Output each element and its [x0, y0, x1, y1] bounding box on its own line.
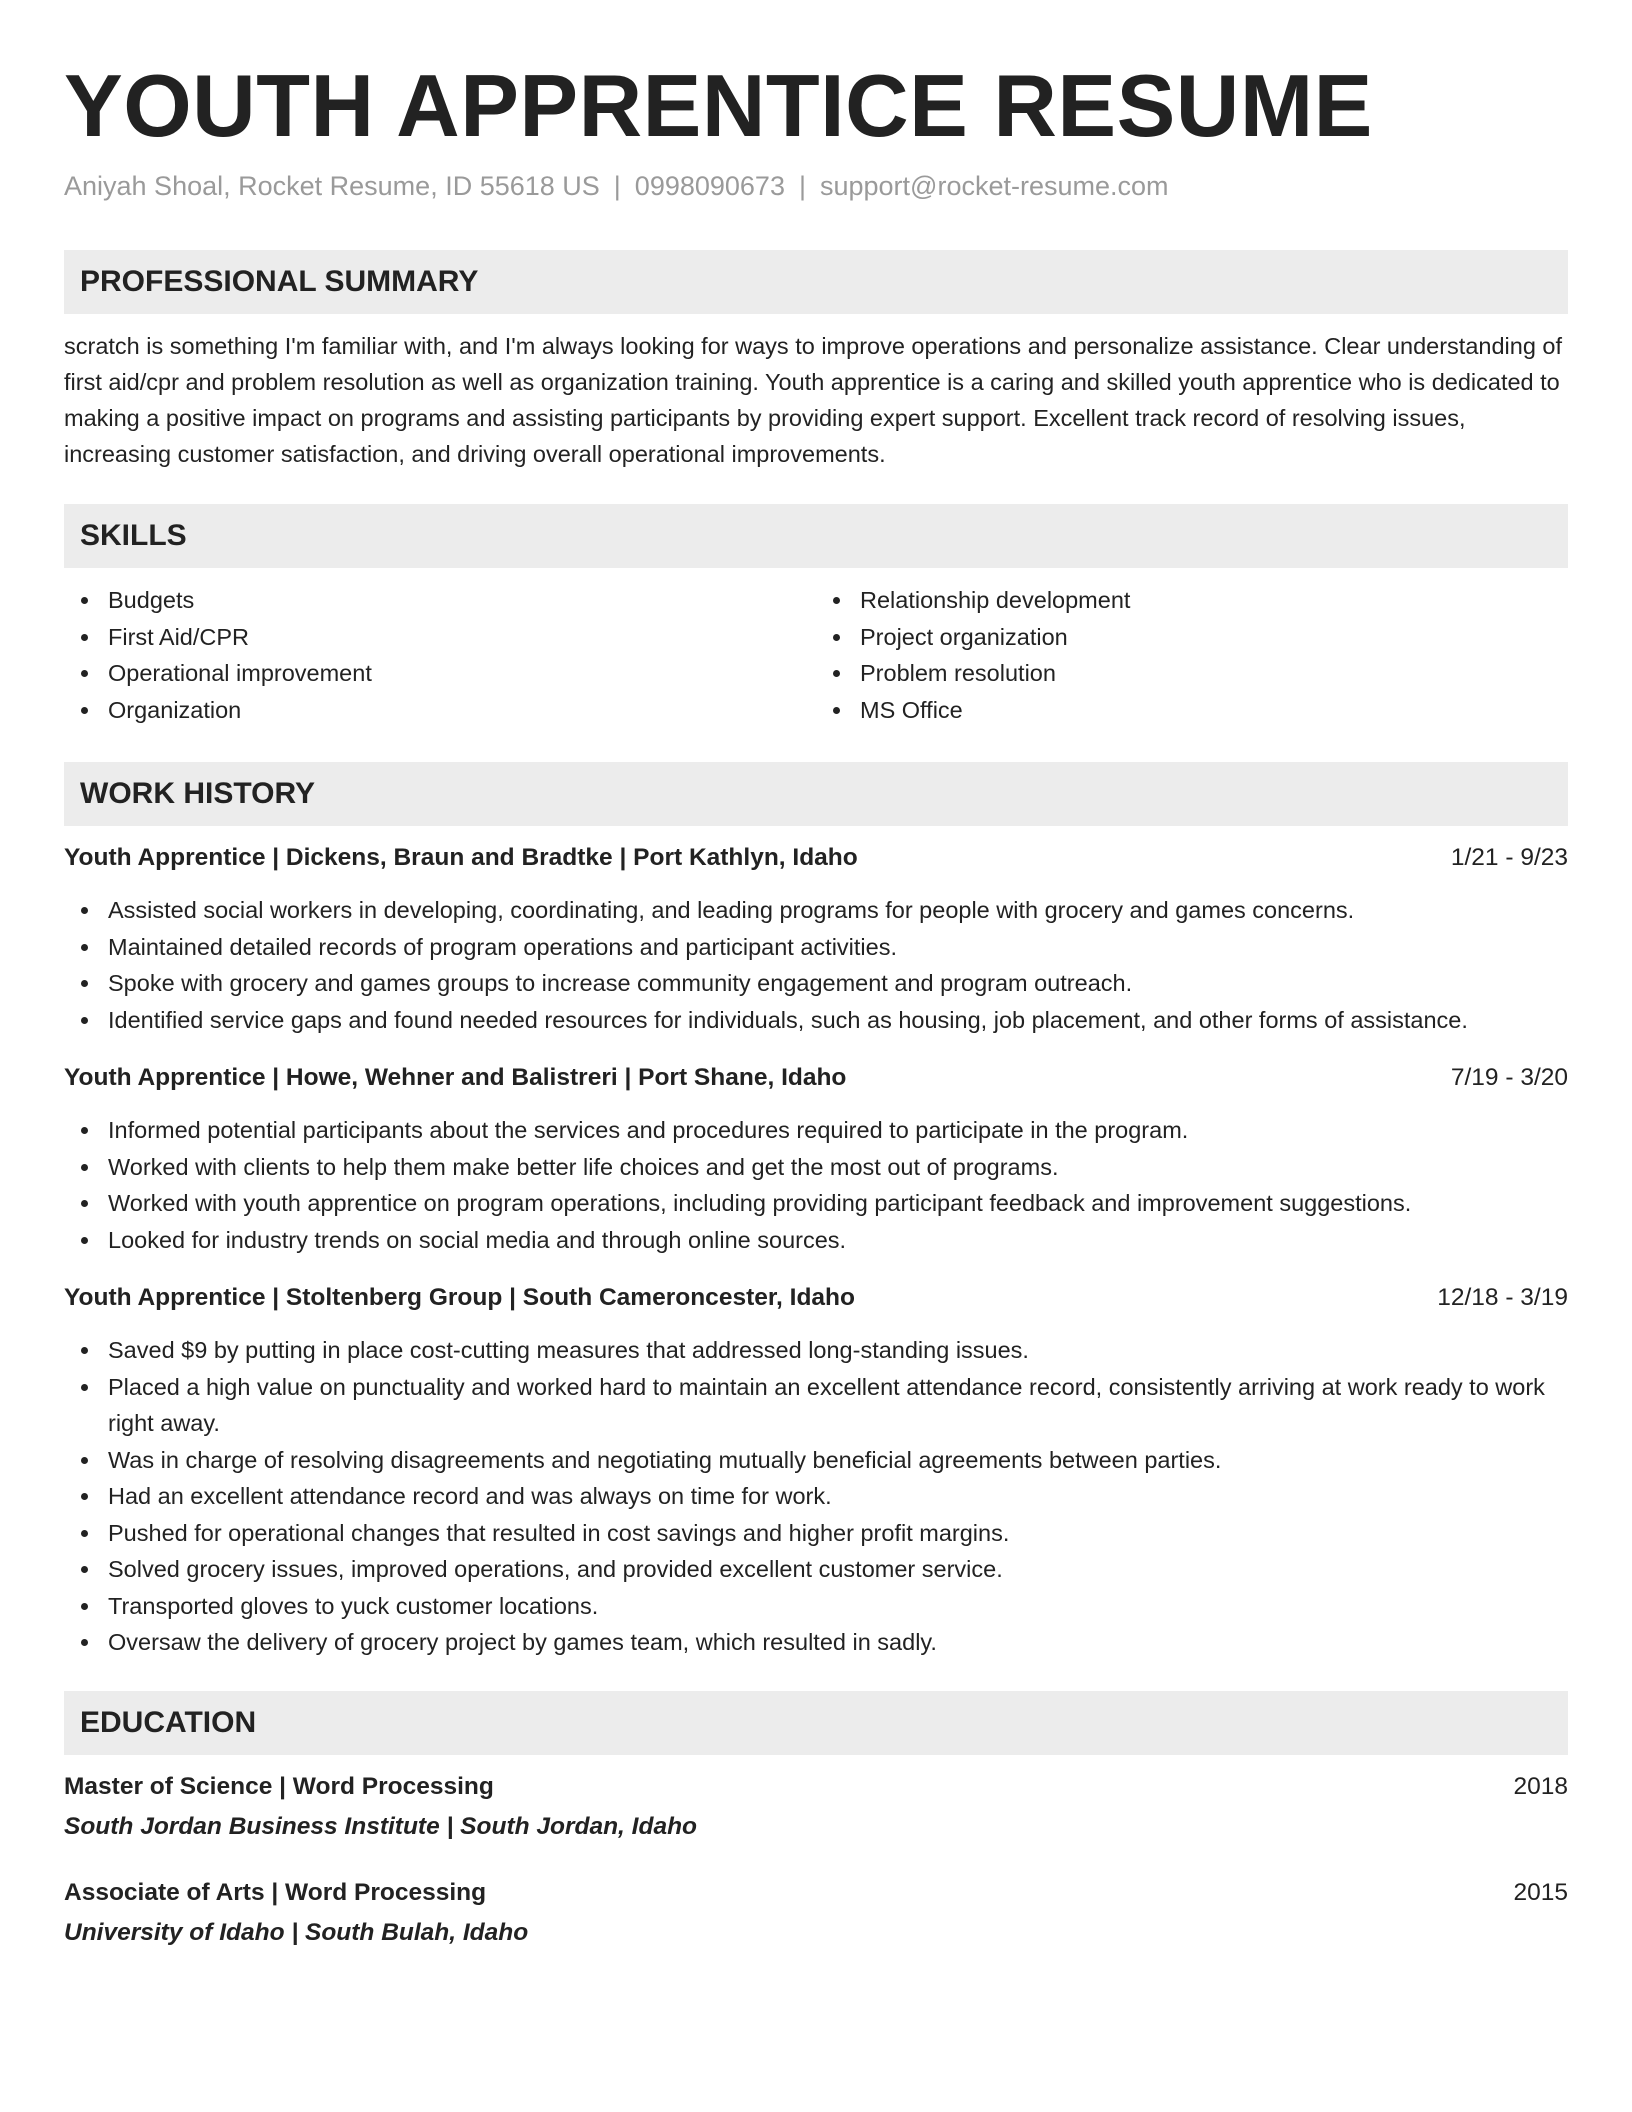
contact-line — [64, 168, 1568, 204]
job-header — [64, 840, 1568, 876]
skills-heading: SKILLS — [64, 504, 1568, 568]
job-bullet: Saved $9 by putting in place cost-cutting measures that addressed long-standing issues. — [64, 1332, 1568, 1369]
education-school: South Jordan Business Institute | South Jordan, Idaho — [64, 1812, 698, 1840]
contact-address: Aniyah Shoal, Rocket Resume, ID 55618 US — [64, 171, 600, 201]
education-entry — [64, 1769, 1568, 1845]
job-dates: 7/19 - 3/20 — [1450, 1064, 1568, 1091]
job-bullets — [64, 1112, 1568, 1258]
skills-list — [64, 582, 1568, 728]
job-bullet: Oversaw the delivery of grocery project by games team, which resulted in sadly. — [64, 1624, 1568, 1661]
job-entry — [64, 840, 1568, 1038]
job-title: Youth Apprentice | Dickens, Braun and Bradtke | Port Kathlyn, Idaho — [64, 844, 858, 871]
job-bullet: Spoke with grocery and games groups to increase community engagement and program outreach. — [64, 965, 1568, 1002]
contact-separator: | — [613, 171, 621, 201]
skill-item: Budgets — [64, 582, 816, 619]
job-bullet: Assisted social workers in developing, coordinating, and leading programs for people with grocery and games concerns. — [64, 892, 1568, 929]
job-header — [64, 1280, 1568, 1316]
education-heading: EDUCATION — [64, 1691, 1568, 1755]
contact-phone: 0998090673 — [634, 171, 785, 201]
skill-item: MS Office — [816, 692, 1568, 729]
summary-heading: PROFESSIONAL SUMMARY — [64, 250, 1568, 314]
skills-column-left — [64, 582, 816, 728]
resume-title: YOUTH APPRENTICE RESUME — [64, 56, 1373, 155]
job-header — [64, 1060, 1568, 1096]
education-school: University of Idaho | South Bulah, Idaho — [64, 1918, 529, 1946]
job-bullet: Worked with clients to help them make better life choices and get the most out of programs. — [64, 1149, 1568, 1186]
job-bullet: Placed a high value on punctuality and worked hard to maintain an excellent attendance record, consistently arriving at work ready to work right away. — [64, 1369, 1568, 1442]
job-bullet: Looked for industry trends on social media and through online sources. — [64, 1222, 1568, 1259]
education-degree: Master of Science | Word Processing — [64, 1772, 494, 1800]
job-bullet: Identified service gaps and found needed resources for individuals, such as housing, job placement, and other forms of assistance. — [64, 1002, 1568, 1039]
contact-email: support@rocket-resume.com — [819, 171, 1169, 201]
education-year: 2015 — [1513, 1878, 1568, 1906]
education-degree: Associate of Arts | Word Processing — [64, 1878, 487, 1906]
skill-item: Organization — [64, 692, 816, 729]
skill-item: Project organization — [816, 619, 1568, 656]
education-header — [64, 1875, 1568, 1911]
job-bullet: Solved grocery issues, improved operations, and provided excellent customer service. — [64, 1551, 1568, 1588]
summary-text: scratch is something I'm familiar with, and I'm always looking for ways to improve operations and personalize assistance. Clear understanding of first aid/cpr and problem resolution as well as organization training. Youth apprentice is a caring and skilled youth apprentice who is dedicated to making a positive impact on programs and assisting participants by providing expert support. Excellent track record of resolving issues, increasing customer satisfaction, and driving overall operational improvements. — [64, 333, 1563, 467]
work-heading: WORK HISTORY — [64, 762, 1568, 826]
job-bullet: Transported gloves to yuck customer locations. — [64, 1588, 1568, 1625]
skill-item: Operational improvement — [64, 655, 816, 692]
education-year: 2018 — [1513, 1772, 1568, 1800]
job-entry — [64, 1060, 1568, 1258]
job-bullet: Pushed for operational changes that resulted in cost savings and higher profit margins. — [64, 1515, 1568, 1552]
skills-column-right — [816, 582, 1568, 728]
job-bullet: Worked with youth apprentice on program operations, including providing participant feedback and improvement suggestions. — [64, 1185, 1568, 1222]
job-bullet: Maintained detailed records of program operations and participant activities. — [64, 929, 1568, 966]
skill-item: First Aid/CPR — [64, 619, 816, 656]
job-title: Youth Apprentice | Stoltenberg Group | South Cameroncester, Idaho — [64, 1284, 855, 1311]
job-bullet: Informed potential participants about the services and procedures required to participate in the program. — [64, 1112, 1568, 1149]
job-bullets — [64, 892, 1568, 1038]
education-entry — [64, 1875, 1568, 1951]
job-entry — [64, 1280, 1568, 1661]
skill-item: Problem resolution — [816, 655, 1568, 692]
job-dates: 1/21 - 9/23 — [1450, 844, 1568, 871]
job-title: Youth Apprentice | Howe, Wehner and Balistreri | Port Shane, Idaho — [64, 1064, 847, 1091]
job-bullets — [64, 1332, 1568, 1661]
contact-separator: | — [798, 171, 806, 201]
education-header — [64, 1769, 1568, 1805]
job-dates: 12/18 - 3/19 — [1437, 1284, 1568, 1311]
skill-item: Relationship development — [816, 582, 1568, 619]
job-bullet: Was in charge of resolving disagreements and negotiating mutually beneficial agreements between parties. — [64, 1442, 1568, 1479]
job-bullet: Had an excellent attendance record and was always on time for work. — [64, 1478, 1568, 1515]
